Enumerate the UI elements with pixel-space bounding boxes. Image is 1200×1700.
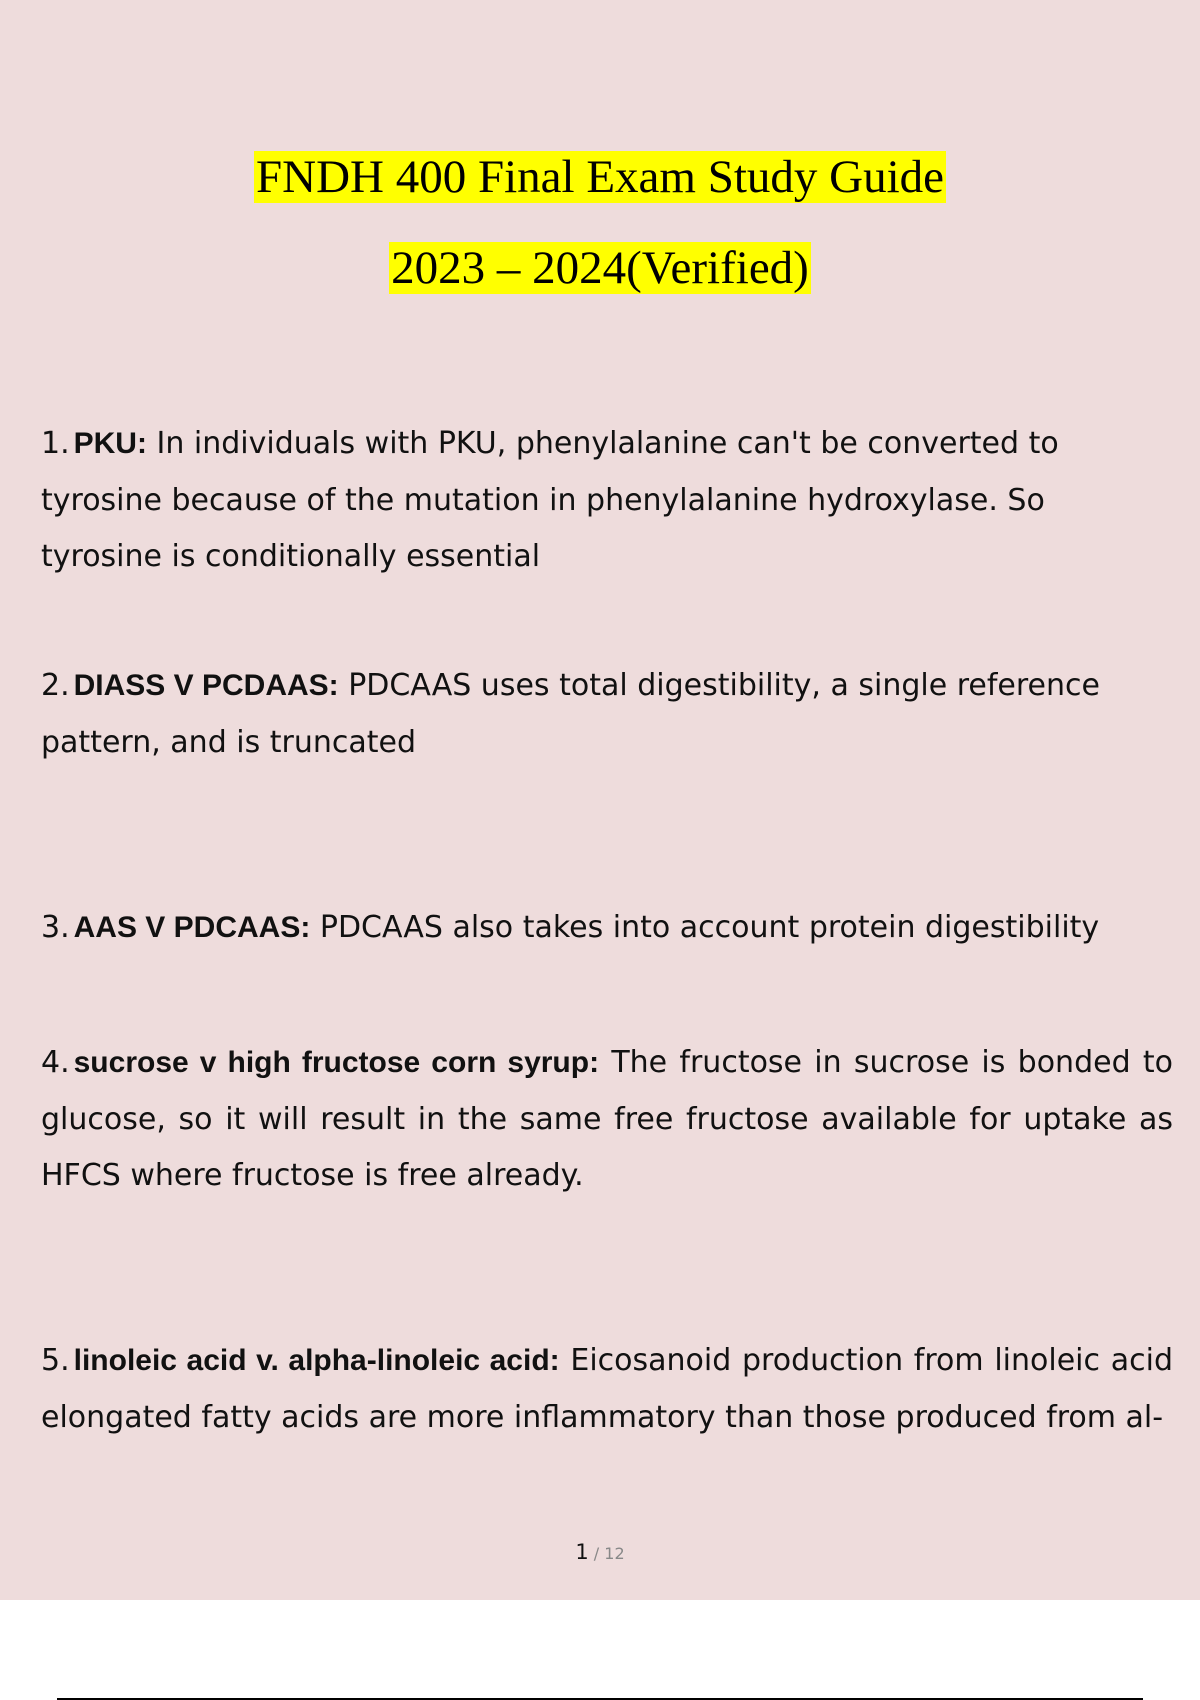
item-term: sucrose v high fructose corn syrup:: [73, 1046, 600, 1079]
item-number: 2.: [41, 668, 70, 703]
study-item-4: [41, 1035, 1173, 1205]
item-number: 4.: [41, 1045, 70, 1080]
item-text: The fructose in sucrose is bonded to glucose, so it will result in the same free fructose available for uptake as HFCS where fructose is free already.: [41, 1045, 1173, 1193]
document-title-line-2: [0, 238, 1200, 298]
item-number: 1.: [41, 426, 70, 461]
study-item-3: [41, 900, 1173, 957]
study-item-1: [41, 416, 1173, 586]
item-text: PDCAAS also takes into account protein digestibility: [310, 910, 1100, 945]
current-page: 1: [575, 1540, 589, 1564]
total-pages: / 12: [588, 1544, 625, 1563]
item-number: 3.: [41, 910, 70, 945]
study-item-5: [41, 1333, 1173, 1446]
page-indicator: [0, 1540, 1200, 1564]
document-title-line-1: [0, 147, 1200, 207]
item-text: PDCAAS uses total digestibility, a single reference pattern, and is truncated: [41, 668, 1100, 760]
title-highlight-2: 2023 – 2024(Verified): [391, 242, 809, 294]
title-highlight-1: FNDH 400 Final Exam Study Guide: [255, 151, 945, 203]
item-text: In individuals with PKU, phenylalanine can't be converted to tyrosine because of the mutation in phenylalanine hydroxylase. So tyrosine is conditionally essential: [41, 426, 1059, 574]
item-term: PKU:: [73, 427, 147, 460]
item-number: 5.: [41, 1343, 70, 1378]
item-term: AAS V PDCAAS:: [73, 911, 311, 944]
item-text: Eicosanoid production from linoleic acid elongated fatty acids are more inflammatory than those produced from al-: [41, 1343, 1173, 1435]
study-item-2: [41, 658, 1173, 771]
item-term: DIASS V PCDAAS:: [73, 669, 339, 702]
item-term: linoleic acid v. alpha-linoleic acid:: [73, 1344, 560, 1377]
